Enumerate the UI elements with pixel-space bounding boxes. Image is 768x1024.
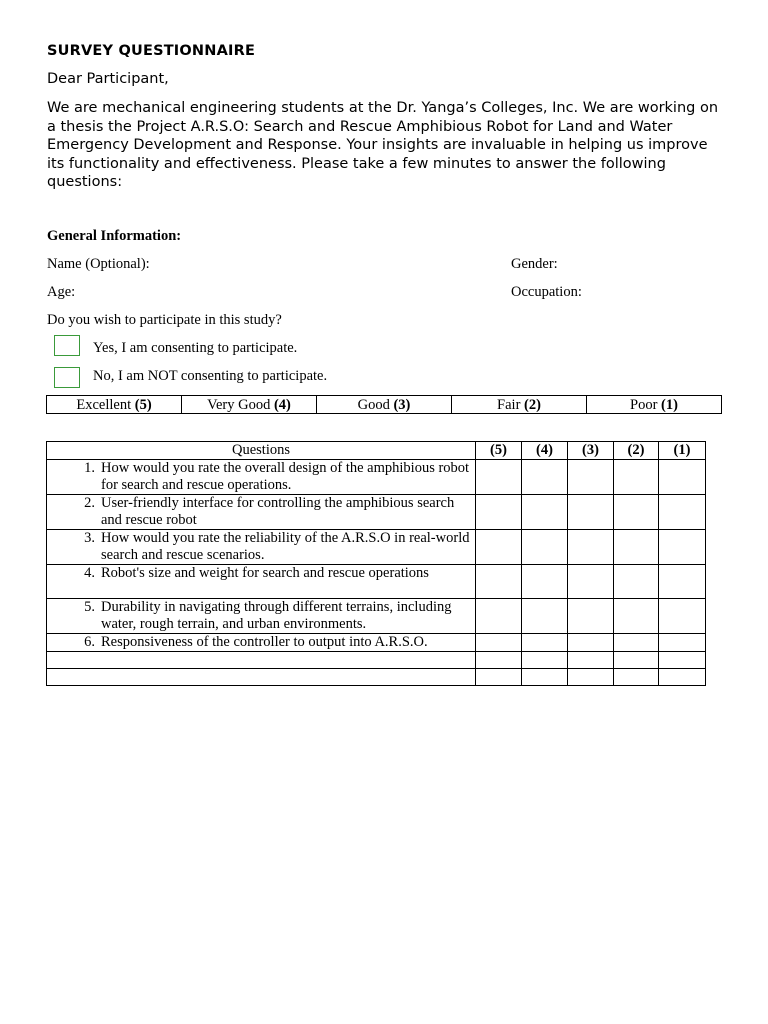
rating-cell-3[interactable] — [568, 634, 614, 652]
scale-excellent — [47, 396, 182, 414]
rating-cell-3[interactable] — [568, 530, 614, 565]
empty-cell[interactable] — [47, 669, 476, 686]
general-info-heading: General Information: — [47, 228, 182, 244]
questions-header-row — [47, 442, 706, 460]
table-row — [47, 599, 706, 634]
rating-cell-3[interactable] — [568, 460, 614, 495]
consent-no-label: No, I am NOT consenting to participate. — [93, 368, 328, 384]
questions-header: Questions — [47, 442, 476, 460]
scale-very-good — [182, 396, 317, 414]
question-cell — [47, 599, 476, 634]
empty-row — [47, 652, 706, 669]
question-number: 2. — [84, 495, 95, 511]
rating-cell-2[interactable] — [614, 530, 659, 565]
rating-header-4: (4) — [522, 442, 568, 460]
question-cell — [47, 495, 476, 530]
rating-cell-4[interactable] — [522, 634, 568, 652]
scale-label: Poor — [630, 396, 658, 413]
question-cell — [47, 530, 476, 565]
consent-yes-label: Yes, I am consenting to participate. — [93, 340, 298, 356]
question-cell — [47, 565, 476, 599]
question-text: Durability in navigating through different terrains, including water, rough terrain, and urban environments. — [101, 599, 452, 632]
rating-cell-1[interactable] — [659, 460, 706, 495]
survey-title: SURVEY QUESTIONNAIRE — [47, 43, 256, 59]
rating-cell-1[interactable] — [659, 669, 706, 686]
rating-cell-5[interactable] — [476, 495, 522, 530]
rating-cell-2[interactable] — [614, 460, 659, 495]
rating-cell-4[interactable] — [522, 460, 568, 495]
rating-cell-3[interactable] — [568, 652, 614, 669]
rating-cell-4[interactable] — [522, 599, 568, 634]
occupation-label: Occupation: — [511, 284, 582, 300]
greeting: Dear Participant, — [47, 71, 169, 87]
gender-label: Gender: — [511, 256, 558, 272]
rating-cell-2[interactable] — [614, 652, 659, 669]
rating-header-1: (1) — [659, 442, 706, 460]
question-number: 6. — [84, 634, 95, 650]
scale-score: (2) — [524, 396, 541, 413]
age-label: Age: — [47, 284, 76, 300]
rating-cell-3[interactable] — [568, 599, 614, 634]
table-row — [47, 460, 706, 495]
question-text: Responsiveness of the controller to output into A.R.S.O. — [101, 634, 428, 650]
question-text: How would you rate the reliability of the A.R.S.O in real-world search and rescue scenarios. — [101, 530, 470, 563]
rating-header-3: (3) — [568, 442, 614, 460]
rating-cell-4[interactable] — [522, 530, 568, 565]
scale-score: (5) — [134, 396, 152, 413]
question-number: 4. — [84, 565, 95, 581]
intro-paragraph: We are mechanical engineering students at the Dr. Yanga’s Colleges, Inc. We are working on a thesis the Project A.R.S.O: Search and Rescue Amphibious Robot for Land and Water Emergency Development and Response. Your insights are invaluable in helping us improve its functionality and effectiveness. Please take a few minutes to answer the following questions: — [47, 100, 719, 190]
empty-row — [47, 669, 706, 686]
question-text: User-friendly interface for controlling the amphibious search and rescue robot — [101, 495, 455, 528]
empty-cell[interactable] — [47, 652, 476, 669]
rating-cell-5[interactable] — [476, 669, 522, 686]
rating-cell-5[interactable] — [476, 530, 522, 565]
rating-cell-4[interactable] — [522, 652, 568, 669]
question-text: How would you rate the overall design of the amphibious robot for search and rescue operations. — [101, 460, 470, 493]
questions-table — [46, 441, 706, 686]
rating-cell-2[interactable] — [614, 599, 659, 634]
rating-cell-4[interactable] — [522, 565, 568, 599]
scale-score: (3) — [393, 396, 411, 413]
rating-header-2: (2) — [614, 442, 659, 460]
rating-cell-3[interactable] — [568, 495, 614, 530]
rating-cell-2[interactable] — [614, 634, 659, 652]
rating-cell-5[interactable] — [476, 599, 522, 634]
scale-label: Good — [357, 396, 390, 413]
consent-question: Do you wish to participate in this study? — [47, 312, 282, 328]
rating-cell-1[interactable] — [659, 530, 706, 565]
rating-cell-1[interactable] — [659, 599, 706, 634]
scale-label: Very Good — [207, 396, 271, 413]
question-cell — [47, 460, 476, 495]
question-text: Robot's size and weight for search and rescue operations — [101, 565, 429, 581]
rating-cell-1[interactable] — [659, 565, 706, 599]
rating-cell-5[interactable] — [476, 634, 522, 652]
rating-cell-5[interactable] — [476, 460, 522, 495]
consent-yes-checkbox[interactable] — [54, 335, 80, 356]
scale-poor — [587, 396, 722, 414]
table-row — [47, 495, 706, 530]
consent-no-checkbox[interactable] — [54, 367, 80, 388]
rating-cell-1[interactable] — [659, 652, 706, 669]
table-row — [47, 634, 706, 652]
rating-cell-5[interactable] — [476, 565, 522, 599]
rating-cell-2[interactable] — [614, 565, 659, 599]
rating-cell-4[interactable] — [522, 495, 568, 530]
rating-cell-5[interactable] — [476, 652, 522, 669]
rating-cell-1[interactable] — [659, 495, 706, 530]
scale-score: (1) — [661, 396, 678, 413]
scale-label: Fair — [497, 396, 521, 413]
question-number: 3. — [84, 530, 95, 546]
rating-cell-3[interactable] — [568, 669, 614, 686]
question-number: 5. — [84, 599, 95, 615]
question-number: 1. — [84, 460, 95, 476]
rating-cell-3[interactable] — [568, 565, 614, 599]
rating-cell-4[interactable] — [522, 669, 568, 686]
scale-label: Excellent — [76, 396, 132, 413]
question-cell — [47, 634, 476, 652]
rating-scale-legend — [46, 395, 722, 414]
rating-header-5: (5) — [476, 442, 522, 460]
scale-good — [317, 396, 452, 414]
scale-fair — [452, 396, 587, 414]
rating-cell-2[interactable] — [614, 669, 659, 686]
name-label: Name (Optional): — [47, 256, 150, 272]
scale-score: (4) — [273, 396, 291, 413]
table-row — [47, 530, 706, 565]
rating-cell-1[interactable] — [659, 634, 706, 652]
table-row — [47, 565, 706, 599]
rating-cell-2[interactable] — [614, 495, 659, 530]
